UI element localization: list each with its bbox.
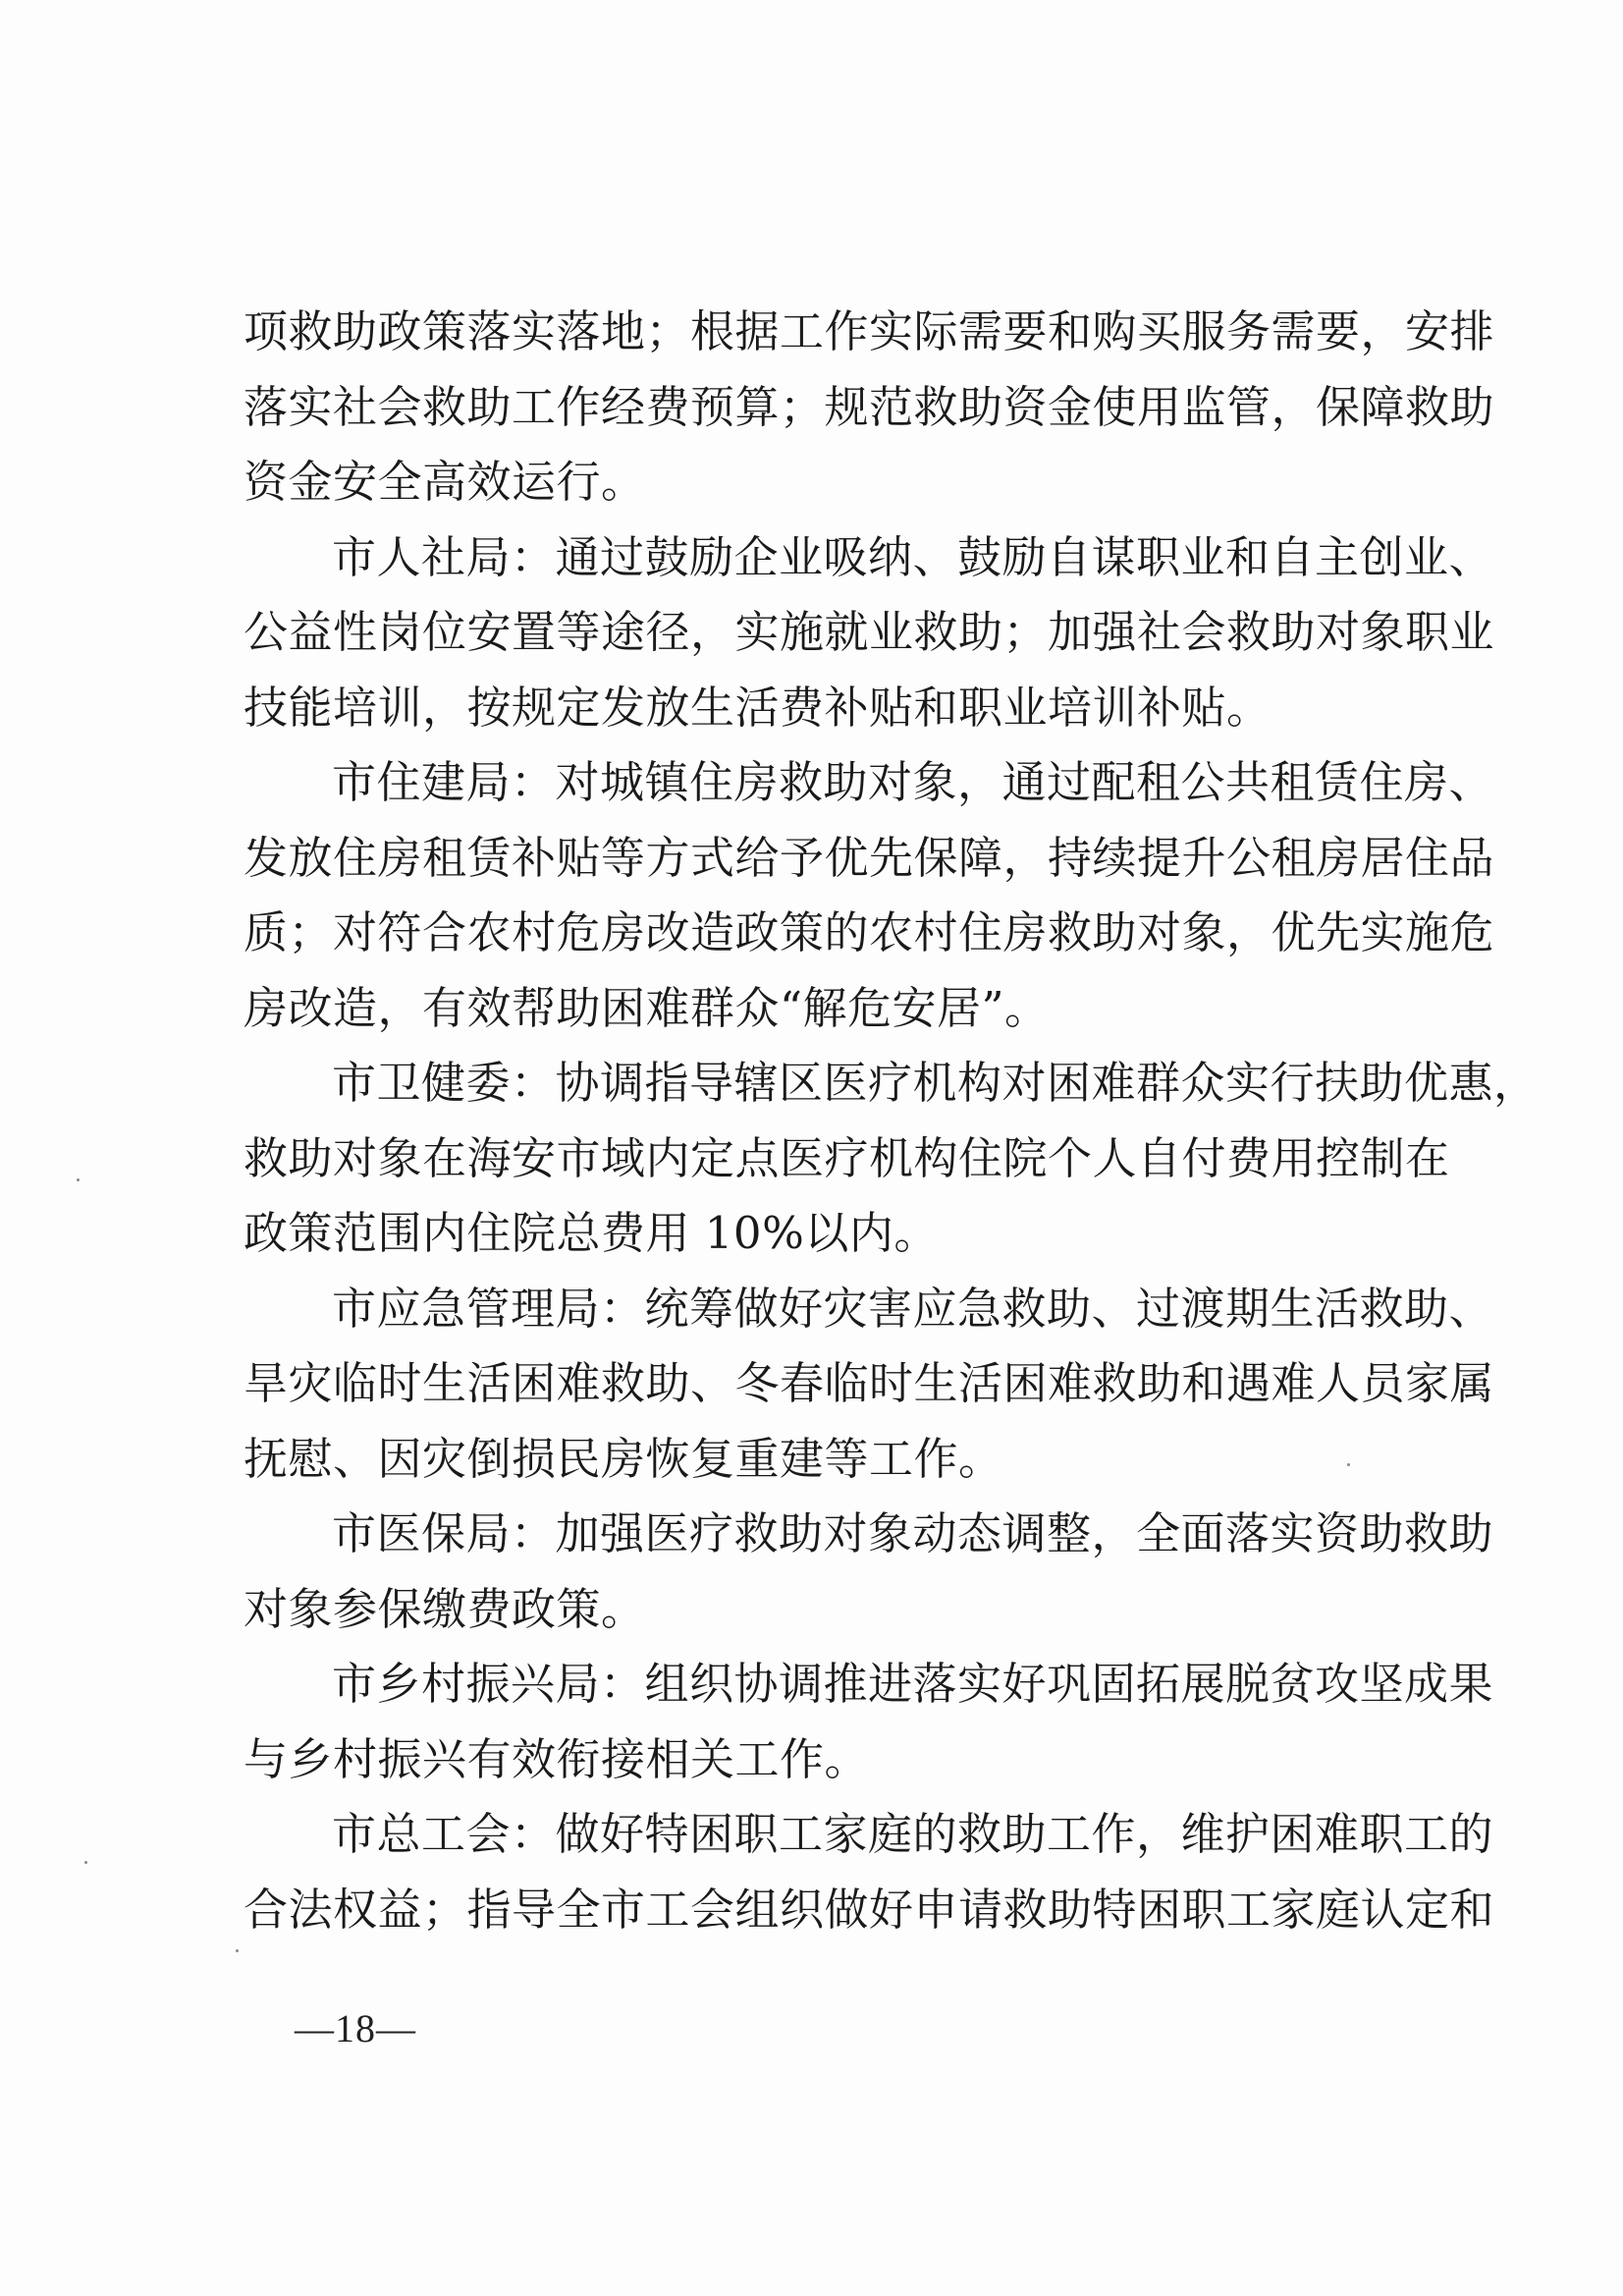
text-line: 抚慰、因灾倒损民房恢复重建等工作。	[243, 1432, 1003, 1485]
paragraph-finance-continued	[243, 295, 1495, 520]
paragraph-medical-insurance	[243, 1497, 1494, 1647]
scan-speck	[84, 1861, 87, 1864]
paragraph-hrss	[243, 520, 1495, 746]
text-line: 落实社会救助工作经费预算；规范救助资金使用监管，保障救助	[243, 380, 1495, 433]
text-line: 市医保局：加强医疗救助对象动态调整，全面落实资助救助	[332, 1507, 1494, 1559]
paragraph-emergency	[243, 1272, 1495, 1498]
scan-speck	[77, 1178, 80, 1181]
text-line: 旱灾临时生活困难救助、冬春临时生活困难救助和遇难人员家属	[243, 1357, 1495, 1409]
text-line: 发放住房租赁补贴等方式给予优先保障，持续提升公租房居住品	[243, 831, 1495, 884]
text-line: 市应急管理局：统筹做好灾害应急救助、过渡期生活救助、	[332, 1282, 1494, 1335]
text-line: 市乡村振兴局：组织协调推进落实好巩固拓展脱贫攻坚成果	[332, 1658, 1494, 1710]
paragraph-housing	[243, 745, 1495, 1046]
text-line: 资金安全高效运行。	[243, 456, 646, 508]
document-body	[243, 295, 1539, 1947]
text-line: 房改造，有效帮助困难群众“解危安居”。	[243, 981, 1050, 1034]
scan-speck	[236, 1949, 239, 1952]
paragraph-health	[243, 1046, 1539, 1272]
paragraph-union	[243, 1797, 1495, 1947]
text-line: 质；对符合农村危房改造政策的农村住房救助对象，优先实施危	[243, 906, 1495, 958]
paragraph-rural	[243, 1647, 1494, 1797]
text-line: 政策范围内住院总费用 10%以内。	[243, 1207, 939, 1259]
text-line: 市人社局：通过鼓励企业吸纳、鼓励自谋职业和自主创业、	[332, 530, 1494, 583]
text-line: 市住建局：对城镇住房救助对象，通过配租公共租赁住房、	[332, 756, 1494, 808]
text-line: 市总工会：做好特困职工家庭的救助工作，维护困难职工的	[332, 1808, 1494, 1860]
text-line: 技能培训，按规定发放生活费补贴和职业培训补贴。	[243, 681, 1271, 734]
text-line: 对象参保缴费政策。	[243, 1582, 646, 1635]
text-line: 公益性岗位安置等途径，实施就业救助；加强社会救助对象职业	[243, 606, 1495, 658]
text-line: 项救助政策落实落地；根据工作实际需要和购买服务需要，安排	[243, 305, 1495, 357]
text-line: 与乡村振兴有效衔接相关工作。	[243, 1732, 870, 1785]
scan-speck	[1347, 1463, 1350, 1466]
text-line: 合法权益；指导全市工会组织做好申请救助特困职工家庭认定和	[243, 1883, 1495, 1936]
text-line: 市卫健委：协调指导辖区医疗机构对困难群众实行扶助优惠，	[332, 1057, 1539, 1109]
page-number: —18—	[295, 2006, 416, 2050]
text-line: 救助对象在海安市域内定点医疗机构住院个人自付费用控制在	[243, 1131, 1450, 1184]
